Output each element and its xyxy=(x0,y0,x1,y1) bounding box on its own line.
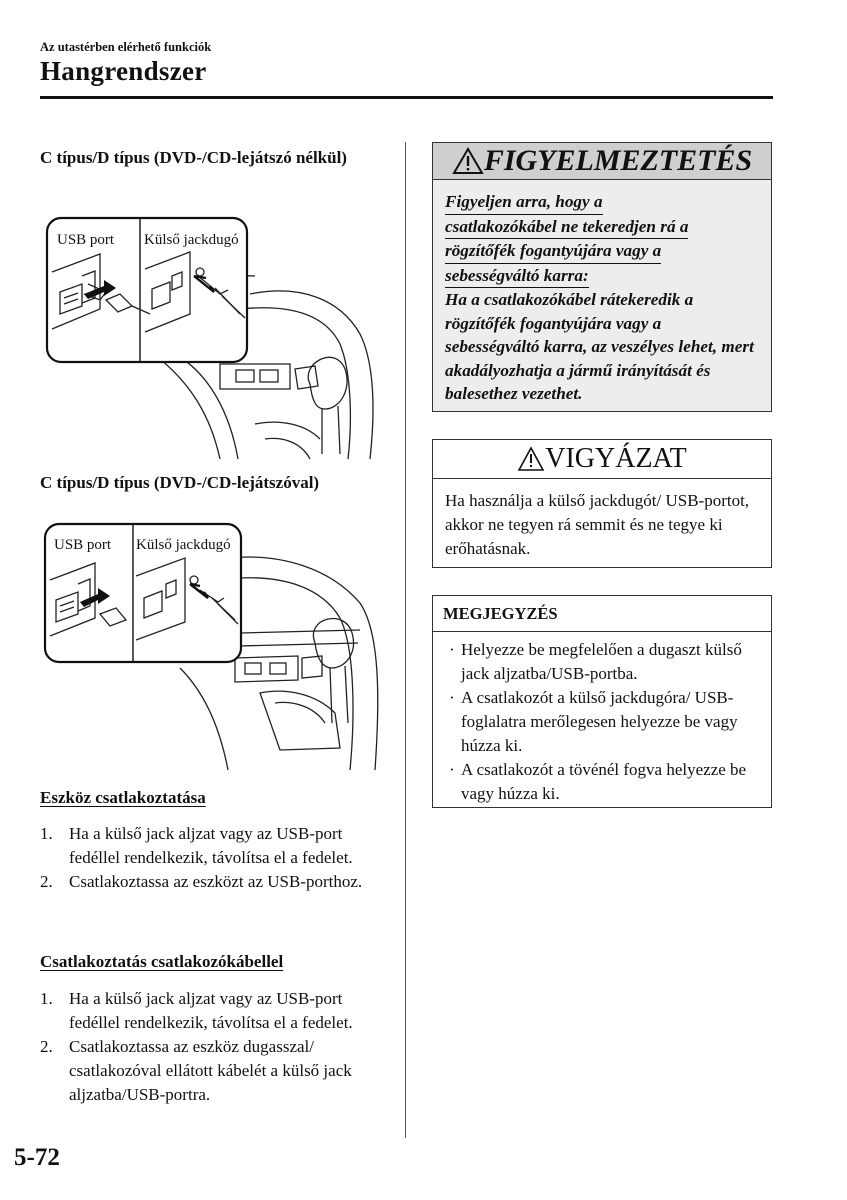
warning-triangle-icon xyxy=(517,446,545,472)
warning-line: rögzítőfék fogantyújára vagy a xyxy=(445,239,661,264)
figure-1-jack-label: Külső jackdugó xyxy=(144,232,239,248)
warning-triangle-icon xyxy=(452,147,484,175)
step-text: Csatlakoztassa az eszközt az USB-porthoz. xyxy=(69,872,363,891)
warning-body xyxy=(433,180,771,406)
warning-header xyxy=(433,143,771,180)
connect-heading: Eszköz csatlakoztatása xyxy=(40,788,206,807)
figure-2-illustration xyxy=(40,518,385,770)
page-number: 5-72 xyxy=(14,1144,60,1171)
list-item xyxy=(40,870,390,894)
step-text: Csatlakoztassa az eszköz dugasszal/ csatlakozóval ellátott kábelét a külső jack aljzatba/USB-portra. xyxy=(69,1037,352,1104)
warning-line: csatlakozókábel ne tekeredjen rá a xyxy=(445,215,688,240)
note-item: Helyezze be megfelelően a dugaszt külső jack aljzatba/USB-portba. xyxy=(461,640,742,683)
list-item xyxy=(449,758,761,806)
note-box xyxy=(432,595,772,808)
step-text: Ha a külső jack aljzat vagy az USB-port fedéllel rendelkezik, távolítsa el a fedelet. xyxy=(69,824,353,867)
column-divider xyxy=(405,142,406,1138)
figure-2-jack-label: Külső jackdugó xyxy=(136,537,231,553)
note-item: A csatlakozót a külső jackdugóra/ USB-foglalatra merőlegesen helyezze be vagy húzza ki. xyxy=(461,688,738,755)
connect-steps xyxy=(40,822,390,894)
step-text: Ha a külső jack aljzat vagy az USB-port fedéllel rendelkezik, távolítsa el a fedelet. xyxy=(69,989,353,1032)
bullet: · xyxy=(449,688,455,707)
warning-title: FIGYELMEZTETÉS xyxy=(483,144,753,177)
warning-line: sebességváltó karra: xyxy=(445,264,589,289)
page-title: Hangrendszer xyxy=(40,56,207,86)
caution-text: Ha használja a külső jackdugót/ USB-portot, akkor ne tegyen rá semmit és ne tegye ki erőhatásnak. xyxy=(445,491,750,558)
warning-line: Figyeljen arra, hogy a xyxy=(445,190,603,215)
warning-text: Ha a csatlakozókábel rátekeredik a rögzítőfék fogantyújára vagy a sebességváltó karra, az veszélyes lehet, mert akadályozhatja a jármű irányítását és balesethez vezethet. xyxy=(445,290,754,403)
section-label: Az utastérben elérhető funkciók xyxy=(40,40,212,54)
figure-2-heading: C típus/D típus (DVD-/CD-lejátszóval) xyxy=(40,473,320,492)
figure-1-usb-label: USB port xyxy=(57,232,115,248)
list-item xyxy=(40,1035,390,1107)
note-item: A csatlakozót a tövénél fogva helyezze be vagy húzza ki. xyxy=(461,760,747,803)
list-item xyxy=(449,686,761,758)
caution-title: VIGYÁZAT xyxy=(545,443,687,474)
note-title: MEGJEGYZÉS xyxy=(433,596,771,632)
list-item xyxy=(40,987,390,1035)
step-number: 1. xyxy=(40,824,53,843)
caution-box xyxy=(432,439,772,568)
caution-header xyxy=(433,440,771,479)
bullet: · xyxy=(449,760,455,779)
note-list xyxy=(433,632,771,806)
title-rule xyxy=(40,96,773,99)
step-number: 1. xyxy=(40,989,53,1008)
figure-1-heading: C típus/D típus (DVD-/CD-lejátszó nélkül) xyxy=(40,148,347,167)
figure-2-usb-label: USB port xyxy=(54,537,112,553)
step-number: 2. xyxy=(40,872,53,891)
bullet: · xyxy=(449,640,455,659)
step-number: 2. xyxy=(40,1037,53,1056)
warning-box xyxy=(432,142,772,412)
list-item xyxy=(449,638,761,686)
cable-steps xyxy=(40,987,390,1107)
list-item xyxy=(40,822,390,870)
figure-1-illustration xyxy=(40,214,385,459)
cable-heading: Csatlakoztatás csatlakozókábellel xyxy=(40,952,284,971)
